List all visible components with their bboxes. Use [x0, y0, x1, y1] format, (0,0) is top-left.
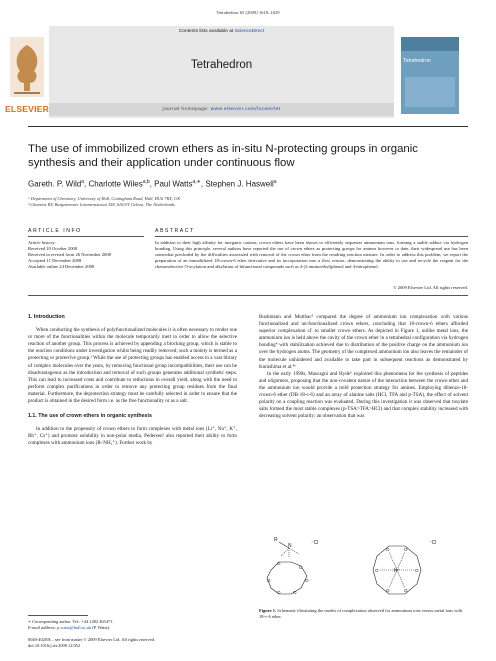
article-info-heading: ARTICLE INFO	[28, 228, 82, 234]
affiliation-a: ᵃ Department of Chemistry, University of Hull, Cottingham Road, Hull, HU6 7RX, UK	[28, 196, 181, 201]
subsection-paragraph: In addition to the propensity of crown ethers to form complexes with metal ions (Li⁺, Na⁺, K⁺, Rb⁺, Cs⁺) and promote solubility in non-polar media, Pedersen² also reported their ability to form complexes with ammonium ions (R–NH₃⁺). Further work by	[28, 426, 237, 447]
figure-label: Figure 1.	[259, 608, 277, 613]
online-date: Available online 24 December 2008	[28, 264, 95, 269]
introduction-paragraph: When conducting the synthesis of polyfunctionalized molecules it is often necessary to render one or more of the functionalities within the molecule temporarily inert in order to allow the selective reaction of another group. This process is achieved by appending a blocking group, which is stable to the reaction conditions under investigation whilst being readily removed; such a moiety is termed as a protecting or protective group.¹ While the use of protecting groups has enabled access to a vast library of complex molecules over the years, by removing functional group incompatibilities, their use can be disadvantageous as the introduction and removal of such groups generates additional synthetic steps. This can lead to increased costs and contribute to reductions in overall yield, along with the need to perform complex purifications in order to remove any protecting group residues from the final material. Furthermore, the deprotection strategy must be carefully selected in order to ensure that the product is obtained in the desired form i.e. as the free functionality or as a salt.	[28, 327, 237, 405]
email-suffix: (P. Watts).	[91, 625, 111, 630]
issn-note: 0040-4020/$ – see front matter © 2009 Elsevier Ltd. All rights reserved.	[28, 637, 156, 642]
corresponding-author-note: ∗ Corresponding author. Tel.: +44 1482 465471.	[28, 619, 114, 624]
publisher-logo-text: ELSEVIER	[4, 104, 50, 114]
email-label: E-mail address:	[28, 625, 58, 630]
sciencedirect-link[interactable]: ScienceDirect	[234, 29, 265, 34]
figure-1	[259, 532, 468, 604]
introduction-heading: 1. Introduction	[28, 314, 65, 320]
nitrogen-label: N	[288, 543, 292, 549]
revised-date: Received in revised form 26 November 2008	[28, 252, 111, 257]
author-name: Charlotte Wiles	[88, 179, 143, 189]
author-affiliation-mark: a,∗	[192, 179, 201, 185]
oxygen-label: O	[386, 547, 390, 552]
homepage-prefix: journal homepage:	[162, 107, 211, 112]
author-affiliation-mark: a,b	[142, 179, 150, 185]
oxygen-label: O	[404, 547, 408, 552]
left-counterion: ⁻Cl	[311, 540, 319, 546]
r-group-label: R	[274, 537, 278, 543]
oxygen-label: O	[415, 568, 419, 573]
oxygen-label: O	[386, 588, 390, 593]
oxygen-label: O	[404, 588, 408, 593]
author-list: Gareth. P. Wild$^a$, Charlotte Wiles$^{a,b}$, Paul Watts$^{a,∗}$, Stephen J. Haswell$^a$	[28, 179, 277, 189]
oxygen-label: O	[299, 565, 303, 570]
doi-note[interactable]: doi:10.1016/j.tet.2008.12.052	[28, 643, 81, 648]
author-name: Stephen J. Haswell	[205, 179, 274, 189]
author-affiliation-mark: a	[81, 179, 84, 185]
contents-prefix: Contents lists available at	[178, 29, 235, 34]
abstract-rule	[155, 236, 468, 237]
right-column	[259, 314, 468, 420]
author-name: Gareth. P. Wild	[28, 179, 82, 189]
journal-homepage-bar	[49, 103, 394, 116]
crown-ether-schematic	[259, 532, 468, 604]
abstract-text: In addition to their high affinity for inorganic cations, crown ethers have been shown to efficiently sequester ammonium ions, forming a stable adduct via hydrogen bonding. Using this principle, several authors have reported the use of crown ethers as protecting groups for amines however to date, their widespread use has been somewhat precluded by the difficulties associated with removal of the crown ether from the resulting reaction mixture. In order to address this problem, we report the preparation of an immobilized 18-crown-6 ether derivative and its incorporation into a flow reactor, demonstrating the ability to use and recycle the reagent for the chemoselective O-acylation and alkylation of bifunctional compounds such as 4-(2-aminoethyl)phenol and 4-nitrophenol.	[155, 240, 468, 270]
cover-title: Tetrahedron	[403, 58, 431, 64]
oxygen-label: O	[267, 578, 271, 583]
journal-name: Tetrahedron	[190, 59, 253, 71]
footnote-rule	[28, 615, 88, 616]
right-paragraph-2: In the early 1990s, Mascagni and Hyde⁵ exploited this phenomena for the synthesis of peptides and oligomers, proposing that the non-covalent nature of the interaction between the crown ether and the ammonium ion would provide a mild protection strategy for amines. Employing dibenzo-18-crown-6 ether (DB-18-c-6) and an array of alanine salts (HCl, TFA and p-TSA), the effect of solvent polarity on a coupling reaction was evaluated. During this investigation it was observed that tosylate salts formed the most stable complexes (p-TSA>TFA>HCl) and that complex stability increased with decreasing solvent polarity; an observation that was	[259, 370, 468, 420]
author-name: Paul Watts	[154, 179, 193, 189]
article-title: The use of immobilized crown ethers as in-situ N-protecting groups in organic synthesis and their application under continuous flow	[28, 143, 418, 169]
article-history	[28, 240, 148, 270]
author-affiliation-mark: a	[273, 179, 277, 185]
header-divider	[28, 126, 468, 127]
figure-caption-text: Schematic illustrating the modes of complexation observed for ammonium ions versus metal ions with 18-c-6 ether.	[259, 608, 463, 619]
email-note	[28, 625, 248, 630]
subsection-heading: 1.1. The use of crown ethers in organic synthesis	[28, 413, 152, 420]
oxygen-label: O	[375, 568, 379, 573]
oxygen-label: O	[277, 561, 281, 566]
figure-caption	[259, 608, 468, 619]
journal-cover-thumbnail	[401, 37, 459, 114]
elsevier-tree-logo	[10, 37, 44, 97]
affiliation-b: ᵇ Chemtrix BV, Burgemeester Lemmensstraat 358, 6163JT Geleen, The Netherlands	[28, 202, 175, 207]
oxygen-label: O	[305, 578, 309, 583]
right-paragraph-1: Bushmann and Mutihac³ compared the degree of ammonium ion complexation with various functionalized and un-functionalized crown ethers, concluding that 18-crown-6 ethers afforded superior complexation cf. to smaller crown ethers. As depicted in Figure 1, unlike metal ions, the ammonium ion is held above the cavity of the crown ether in a tetrahedral configuration via hydrogen bonding⁴ with stabilization achieved due to distribution of the positive charge on the ammonium ion over the hydrogen atoms. The geometry of the complexed ammonium ion also leaves the remainder of the molecule unhindered and available to take part in subsequent reactions as demonstrated by Kunishima et al.⁴ᵇ	[259, 314, 468, 370]
email-link[interactable]: p.watts@hull.ac.uk	[57, 625, 92, 630]
homepage-link[interactable]: www.elsevier.com/locate/tet	[210, 107, 281, 112]
oxygen-label: O	[277, 590, 281, 595]
accepted-date: Accepted 11 December 2008	[28, 258, 82, 263]
potassium-label: K⁺	[394, 568, 400, 574]
right-counterion: ⁻Cl	[429, 540, 437, 546]
journal-citation: Tetrahedron 65 (2009) 1618–1629	[216, 10, 280, 15]
abstract-copyright: © 2009 Elsevier Ltd. All rights reserved.	[393, 285, 468, 290]
article-info-rule	[28, 236, 144, 237]
history-label: Article history:	[28, 240, 56, 245]
received-date: Received 10 October 2008	[28, 246, 78, 251]
contents-line	[49, 29, 394, 34]
abstract-bottom-rule	[28, 295, 468, 296]
abstract-heading: ABSTRACT	[155, 228, 195, 234]
left-column	[28, 314, 237, 448]
oxygen-label: O	[293, 590, 297, 595]
